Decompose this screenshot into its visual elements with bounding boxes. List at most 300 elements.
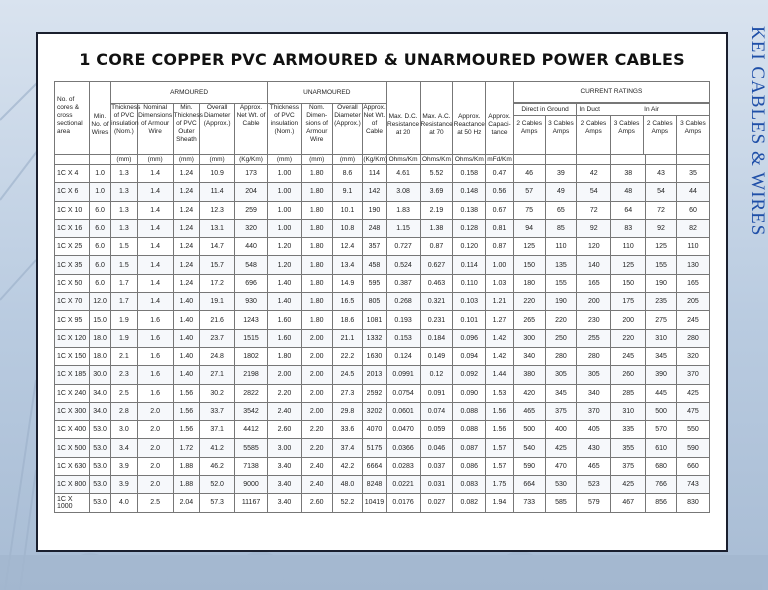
table-cell: 1.40: [173, 311, 199, 329]
table-cell: 285: [611, 384, 646, 402]
current-ratings-label: CURRENT RATINGS: [514, 82, 709, 103]
table-header: [55, 82, 710, 165]
col-header-duct-3: 3 Cables Amps: [611, 116, 644, 154]
table-cell: 1.3: [111, 219, 137, 237]
unit-cell: Ohms/Km: [422, 155, 451, 163]
table-cell: 35: [676, 165, 709, 183]
table-cell: 1.00: [267, 165, 301, 183]
table-cell: 1.57: [486, 439, 514, 457]
table-row: [55, 311, 710, 329]
table-cell: 6664: [363, 457, 386, 475]
col-header-arm-armour-wire: Nominal Dimensions of Armour Wire: [137, 104, 173, 155]
table-cell: 3.40: [267, 494, 301, 512]
table-cell: 53.0: [89, 439, 110, 457]
unit-cell: (mm): [267, 155, 301, 165]
table-cell: 0.153: [386, 329, 420, 347]
cable-size-cell: 1C X 25: [55, 238, 90, 256]
table-cell: 595: [363, 274, 386, 292]
table-cell: 1.21: [486, 293, 514, 311]
table-cell: 205: [676, 293, 709, 311]
table-cell: 1.56: [173, 421, 199, 439]
table-cell: 3.40: [267, 476, 301, 494]
table-cell: 0.120: [453, 238, 486, 256]
group-header-armoured: ARMOURED: [111, 82, 268, 104]
table-cell: 53.0: [89, 494, 110, 512]
table-cell: 16.5: [332, 293, 363, 311]
table-cell: 173: [235, 165, 268, 183]
table-cell: 390: [646, 366, 677, 384]
table-cell: 1.24: [173, 183, 199, 201]
table-cell: 340: [577, 384, 611, 402]
table-cell: 0.387: [386, 274, 420, 292]
table-cell: 92: [577, 219, 611, 237]
table-cell: 660: [676, 457, 709, 475]
table-cell: 0.0283: [386, 457, 420, 475]
table-cell: 370: [676, 366, 709, 384]
table-cell: 0.0176: [386, 494, 420, 512]
table-row: [55, 274, 710, 292]
table-cell: 1630: [363, 347, 386, 365]
table-cell: 165: [577, 274, 611, 292]
table-cell: 220: [545, 311, 577, 329]
table-cell: 140: [577, 256, 611, 274]
table-row: [55, 219, 710, 237]
cable-size-cell: 1C X 6: [55, 183, 90, 201]
table-cell: 805: [363, 293, 386, 311]
table-cell: 2.20: [301, 439, 332, 457]
table-cell: 114: [363, 165, 386, 183]
table-cell: 540: [513, 439, 545, 457]
cable-size-cell: 1C X 500: [55, 439, 90, 457]
table-cell: 1.88: [173, 457, 199, 475]
table-cell: 1.40: [173, 293, 199, 311]
table-cell: 46: [513, 165, 545, 183]
table-cell: 380: [513, 366, 545, 384]
table-cell: 0.128: [453, 219, 486, 237]
table-cell: 64: [611, 201, 646, 219]
table-cell: 230: [577, 311, 611, 329]
table-cell: 830: [676, 494, 709, 512]
table-cell: 1.80: [301, 201, 332, 219]
table-cell: 1.24: [173, 238, 199, 256]
table-row: [55, 439, 710, 457]
table-cell: 430: [577, 439, 611, 457]
table-cell: 0.087: [453, 439, 486, 457]
table-cell: 320: [676, 347, 709, 365]
col-header-arm-diameter: Overall Diameter (Approx.): [200, 104, 235, 155]
table-cell: 22.2: [332, 347, 363, 365]
table-cell: 33.6: [332, 421, 363, 439]
unit-cell: [646, 155, 677, 165]
table-cell: 357: [363, 238, 386, 256]
table-cell: 475: [676, 402, 709, 420]
table-cell: 0.082: [453, 494, 486, 512]
table-cell: 175: [611, 293, 646, 311]
table-cell: 0.027: [420, 494, 453, 512]
table-cell: 458: [363, 256, 386, 274]
table-cell: 1.3: [111, 201, 137, 219]
table-cell: 30.0: [89, 366, 110, 384]
table-cell: 2592: [363, 384, 386, 402]
table-cell: 1.3: [111, 183, 137, 201]
table-cell: 30.2: [200, 384, 235, 402]
unit-cell: [545, 155, 577, 165]
table-cell: 1.24: [173, 256, 199, 274]
in-duct-label: In Duct: [579, 106, 600, 113]
table-cell: 579: [577, 494, 611, 512]
unit-cell: (mm): [137, 155, 173, 165]
unit-cell: (mm): [173, 155, 199, 165]
table-cell: 2.20: [267, 384, 301, 402]
table-cell: 0.091: [420, 384, 453, 402]
unit-cell: [513, 155, 545, 165]
table-cell: 1.40: [173, 329, 199, 347]
table-cell: 19.1: [200, 293, 235, 311]
table-row: [55, 347, 710, 365]
table-cell: 7138: [235, 457, 268, 475]
cable-spec-table: [54, 81, 710, 513]
table-cell: 2198: [235, 366, 268, 384]
table-cell: 3542: [235, 402, 268, 420]
table-cell: 1.4: [137, 183, 173, 201]
table-cell: 0.158: [453, 165, 486, 183]
table-cell: 10419: [363, 494, 386, 512]
table-cell: 548: [235, 256, 268, 274]
table-cell: 24.8: [200, 347, 235, 365]
table-cell: 930: [235, 293, 268, 311]
table-cell: 2.00: [301, 329, 332, 347]
table-cell: 94: [513, 219, 545, 237]
table-cell: 57: [513, 183, 545, 201]
table-cell: 375: [545, 402, 577, 420]
table-cell: 27.3: [332, 384, 363, 402]
table-cell: 0.0991: [386, 366, 420, 384]
cable-size-cell: 1C X 800: [55, 476, 90, 494]
table-cell: 11167: [235, 494, 268, 512]
table-cell: 1.80: [301, 293, 332, 311]
table-cell: 34.0: [89, 384, 110, 402]
table-cell: 48.0: [332, 476, 363, 494]
table-cell: 1.42: [486, 329, 514, 347]
table-row: [55, 293, 710, 311]
table-cell: 1.60: [267, 329, 301, 347]
table-cell: 1.5: [111, 256, 137, 274]
table-cell: 5175: [363, 439, 386, 457]
table-cell: 680: [646, 457, 677, 475]
table-cell: 245: [676, 311, 709, 329]
table-cell: 2.1: [111, 347, 137, 365]
table-cell: 1.00: [486, 256, 514, 274]
table-cell: 38: [611, 165, 646, 183]
unit-cell: (mm): [301, 155, 332, 165]
table-cell: 0.092: [453, 366, 486, 384]
unit-cell: Ohms/Km: [454, 155, 484, 163]
table-cell: 1.9: [111, 311, 137, 329]
table-cell: 10.1: [332, 201, 363, 219]
table-cell: 0.090: [453, 384, 486, 402]
table-cell: 1.75: [486, 476, 514, 494]
table-cell: 1.4: [137, 201, 173, 219]
table-cell: 0.81: [486, 219, 514, 237]
table-cell: 1.6: [137, 347, 173, 365]
table-cell: 49: [545, 183, 577, 201]
table-cell: 3.0: [111, 421, 137, 439]
cable-size-cell: 1C X 400: [55, 421, 90, 439]
table-cell: 4.0: [111, 494, 137, 512]
table-cell: 1.00: [267, 201, 301, 219]
table-row: [55, 476, 710, 494]
table-cell: 1.80: [301, 274, 332, 292]
table-cell: 41.2: [200, 439, 235, 457]
table-cell: 0.094: [453, 347, 486, 365]
table-cell: 21.6: [200, 311, 235, 329]
table-cell: 500: [513, 421, 545, 439]
table-cell: 0.0221: [386, 476, 420, 494]
table-cell: 265: [513, 311, 545, 329]
table-cell: 1.7: [111, 293, 137, 311]
table-cell: 2.60: [301, 494, 332, 512]
table-cell: 335: [611, 421, 646, 439]
table-cell: 2.00: [267, 366, 301, 384]
table-cell: 2.0: [137, 476, 173, 494]
col-header-unarm-diameter: Overall Diameter (Approx.): [332, 104, 363, 155]
table-cell: 3.9: [111, 476, 137, 494]
table-cell: 1.20: [267, 238, 301, 256]
table-row: [55, 366, 710, 384]
table-cell: 15.0: [89, 311, 110, 329]
table-cell: 280: [676, 329, 709, 347]
table-cell: 1.57: [486, 457, 514, 475]
table-cell: 420: [513, 384, 545, 402]
table-cell: 53.0: [89, 457, 110, 475]
col-header-cores: No. of cores & cross sectional area: [55, 82, 90, 155]
table-cell: 9000: [235, 476, 268, 494]
table-cell: 0.727: [386, 238, 420, 256]
table-cell: 220: [513, 293, 545, 311]
table-cell: 1.5: [111, 238, 137, 256]
table-cell: 2.8: [111, 402, 137, 420]
table-cell: 1.40: [267, 274, 301, 292]
table-row: [55, 329, 710, 347]
table-cell: 0.268: [386, 293, 420, 311]
table-cell: 42.2: [332, 457, 363, 475]
table-cell: 280: [545, 347, 577, 365]
table-cell: 72: [577, 201, 611, 219]
table-row: [55, 421, 710, 439]
table-cell: 11.4: [200, 183, 235, 201]
table-cell: 6.0: [89, 256, 110, 274]
table-cell: 1.15: [386, 219, 420, 237]
col-header-dig-2: 2 Cables Amps: [514, 116, 546, 154]
table-cell: 52.0: [200, 476, 235, 494]
col-header-unarm-weight: Approx. Net Wt. of Cable: [363, 104, 386, 155]
cable-size-cell: 1C X 150: [55, 347, 90, 365]
table-cell: 53.0: [89, 421, 110, 439]
table-cell: 1.56: [173, 402, 199, 420]
table-cell: 2.0: [137, 402, 173, 420]
col-header-duct-2: 2 Cables Amps: [577, 116, 610, 154]
table-cell: 0.096: [453, 329, 486, 347]
table-cell: 6.0: [89, 274, 110, 292]
table-cell: 1.9: [111, 329, 137, 347]
cable-size-cell: 1C X 70: [55, 293, 90, 311]
cable-size-cell: 1C X 300: [55, 402, 90, 420]
table-row: [55, 457, 710, 475]
table-cell: 65: [545, 201, 577, 219]
table-row: [55, 494, 710, 512]
table-cell: 2.0: [137, 439, 173, 457]
unit-cell: (mm): [332, 155, 363, 165]
table-cell: 585: [545, 494, 577, 512]
table-cell: 2013: [363, 366, 386, 384]
table-cell: 1.56: [486, 402, 514, 420]
table-cell: 1515: [235, 329, 268, 347]
table-cell: 2.19: [420, 201, 453, 219]
table-cell: 310: [611, 402, 646, 420]
table-cell: 120: [577, 238, 611, 256]
table-row: [55, 256, 710, 274]
table-cell: 142: [363, 183, 386, 201]
table-cell: 2.00: [301, 366, 332, 384]
table-cell: 0.103: [453, 293, 486, 311]
table-cell: 856: [646, 494, 677, 512]
table-cell: 12.3: [200, 201, 235, 219]
table-cell: 190: [646, 274, 677, 292]
table-cell: 6.0: [89, 201, 110, 219]
table-cell: 1.0: [89, 183, 110, 201]
table-cell: 0.031: [420, 476, 453, 494]
table-cell: 467: [611, 494, 646, 512]
table-cell: 550: [676, 421, 709, 439]
table-cell: 24.5: [332, 366, 363, 384]
table-cell: 3.40: [267, 457, 301, 475]
table-cell: 1.24: [173, 201, 199, 219]
table-cell: 2.00: [301, 384, 332, 402]
table-cell: 1332: [363, 329, 386, 347]
table-cell: 4412: [235, 421, 268, 439]
table-cell: 465: [577, 457, 611, 475]
table-cell: 42: [577, 165, 611, 183]
table-cell: 3.08: [386, 183, 420, 201]
table-cell: 2.60: [267, 421, 301, 439]
table-cell: 2.20: [301, 421, 332, 439]
table-cell: 1.4: [137, 293, 173, 311]
table-cell: 165: [676, 274, 709, 292]
table-cell: 1.4: [137, 219, 173, 237]
table-cell: 75: [513, 201, 545, 219]
table-cell: 3.00: [267, 439, 301, 457]
group-header-unarmoured: UNARMOURED: [267, 82, 386, 104]
table-cell: 2.00: [301, 347, 332, 365]
table-cell: 2.3: [111, 366, 137, 384]
table-cell: 1.24: [173, 165, 199, 183]
table-cell: 1.80: [301, 219, 332, 237]
table-cell: 1.42: [486, 347, 514, 365]
table-cell: 0.87: [420, 238, 453, 256]
table-cell: 3202: [363, 402, 386, 420]
table-cell: 200: [577, 293, 611, 311]
table-cell: 0.47: [486, 165, 514, 183]
table-row: [55, 402, 710, 420]
table-cell: 0.086: [453, 457, 486, 475]
unit-cell: (mm): [200, 155, 235, 165]
table-cell: 13.1: [200, 219, 235, 237]
table-cell: 3.4: [111, 439, 137, 457]
table-cell: 425: [611, 476, 646, 494]
table-cell: 400: [545, 421, 577, 439]
table-cell: 34.0: [89, 402, 110, 420]
table-cell: 1.40: [173, 366, 199, 384]
table-cell: 405: [577, 421, 611, 439]
table-cell: 190: [545, 293, 577, 311]
table-row: [55, 165, 710, 183]
table-cell: 1.40: [267, 293, 301, 311]
table-cell: 4070: [363, 421, 386, 439]
col-header-arm-weight: Approx. Net Wt. of Cable: [235, 104, 268, 155]
table-cell: 2.0: [137, 421, 173, 439]
table-cell: 1.88: [173, 476, 199, 494]
table-cell: 5585: [235, 439, 268, 457]
col-header-air-3: 3 Cables Amps: [680, 120, 706, 135]
table-cell: 1.20: [267, 256, 301, 274]
table-cell: 2.40: [267, 402, 301, 420]
table-cell: 9.1: [332, 183, 363, 201]
unit-cell: [55, 155, 90, 165]
unit-cell: [577, 155, 611, 165]
table-cell: 425: [545, 439, 577, 457]
table-cell: 1.4: [137, 274, 173, 292]
spec-sheet-panel: [36, 32, 728, 552]
cable-size-cell: 1C X 120: [55, 329, 90, 347]
table-cell: 275: [646, 311, 677, 329]
table-cell: 1.6: [137, 366, 173, 384]
table-cell: 85: [545, 219, 577, 237]
table-cell: 1.44: [486, 366, 514, 384]
table-cell: 150: [513, 256, 545, 274]
table-cell: 590: [513, 457, 545, 475]
table-cell: 82: [676, 219, 709, 237]
table-cell: 8.6: [332, 165, 363, 183]
table-cell: 54: [577, 183, 611, 201]
table-cell: 0.627: [420, 256, 453, 274]
table-cell: 355: [611, 439, 646, 457]
table-cell: 21.1: [332, 329, 363, 347]
table-cell: 1.6: [137, 384, 173, 402]
table-cell: 10.8: [332, 219, 363, 237]
table-cell: 465: [513, 402, 545, 420]
table-cell: 0.0366: [386, 439, 420, 457]
table-cell: 17.2: [200, 274, 235, 292]
table-cell: 1.80: [301, 311, 332, 329]
table-cell: 2.04: [173, 494, 199, 512]
table-cell: 1.24: [173, 219, 199, 237]
table-cell: 1.94: [486, 494, 514, 512]
table-cell: 110: [676, 238, 709, 256]
table-cell: 0.138: [453, 201, 486, 219]
cable-size-cell: 1C X 35: [55, 256, 90, 274]
table-body: [55, 165, 710, 513]
unit-cell: mFd/Km: [487, 155, 512, 163]
table-cell: 0.088: [453, 402, 486, 420]
table-cell: 0.074: [420, 402, 453, 420]
table-cell: 2822: [235, 384, 268, 402]
table-cell: 0.114: [453, 256, 486, 274]
table-cell: 0.193: [386, 311, 420, 329]
table-cell: 0.463: [420, 274, 453, 292]
table-cell: 5.52: [420, 165, 453, 183]
subgroup-duct-air: [577, 104, 710, 155]
table-cell: 6.0: [89, 238, 110, 256]
